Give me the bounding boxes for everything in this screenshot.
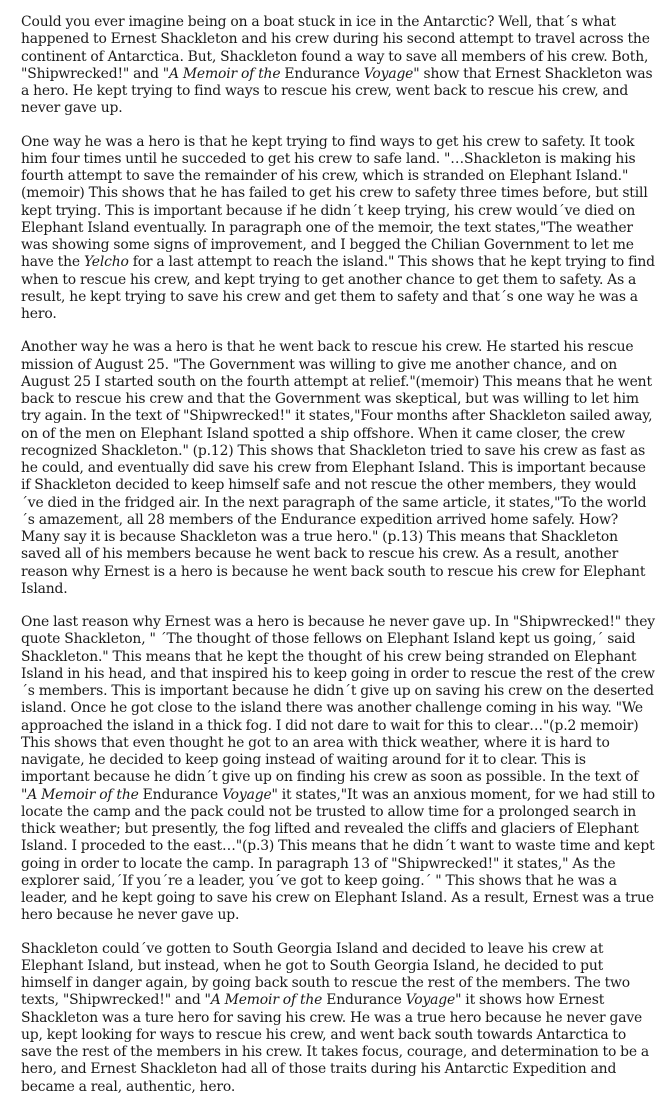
body-paragraph-2: Another way he was a hero is that he went back to rescue his crew. He started his rescue mission of August 25. "The Government was willing to give me another chance, and on August 25 I started south on the fourth attempt at relief."(memoir) This means that he went back to rescue his crew and that the Government was skeptical, but was willing to let him try again. In the text of "Shipwrecked!" it states,"Four months after Shackleton sailed away, on of the men on Elephant Island spotted a ship offshore. When it came closer, the crew recognized Shackleton." (p.12) This shows that Shackleton tried to save his crew as fast as he could, and eventually did save his crew from Elephant Island. This is important because if Shackleton decided to keep himself safe and not rescue the other members, they would´ve died in the fridged air. In the next paragraph of the same article, it states,"To the world´s amazement, all 28 members of the Endurance expedition arrived home safely. How? Many say it is because Shackleton was a true hero." (p.13) This means that Shackleton saved all of his members because he went back to rescue his crew. As a result, another reason why Ernest is a hero is because he went back south to rescue his crew for Elephant Island. [21,339,653,597]
title-italic: Voyage [405,992,456,1009]
conclusion-paragraph: Shackleton could´ve gotten to South Georgia Island and decided to leave his crew at Elephant Island, but instead, when he got to South Georgia Island, he decided to put himself in danger again, by going back south to rescue the rest of the members. The two texts, "Shipwrecked!" and "A Memoir of the Endurance Voyage" it shows how Ernest Shackleton was a ture hero for saving his crew. He was a true hero because he never gave up, kept looking for ways to rescue his crew, and went back south towards Antarctica to save the rest of the members in his crew. It takes focus, courage, and determination to be a hero, and Ernest Shackleton had all of those traits during his Antarctic Expedition and became a real, authentic, hero. [21,940,650,1095]
title-italic: A Memoir of the [210,992,323,1009]
body-paragraph-3: One last reason why Ernest was a hero is because he never gave up. In "Shipwrecked!" they quote Shackleton, " ´The thought of those fellows on Elephant Island kept us going,´ said Shackleton." This means that he kept the thought of his crew being stranded on Elephant Island in his head, and that inspired his to keep going in order to rescue the rest of the crew´s members. This is important because he didn´t give up on saving his crew on the deserted island. Once he got close to the island there was another challenge coming in his way. "We approached the island in a thick fog. I did not dare to wait for this to clear…"(p.2 memoir) This shows that even thought he got to an area with thick weather, where it is hard to navigate, he decided to keep going instead of waiting around for it to clear. This is important because he didn´t give up on finding his crew as soon as possible. In the text of "A Memoir of the Endurance Voyage" it states,"It was an anxious moment, for we had still to locate the camp and the pack could not be trusted to allow time for a prolonged search in thick weather; but presently, the fog lifted and revealed the cliffs and glaciers of Elephant Island. I proceded to the east…"(p.3) This means that he didn´t want to waste time and kept going in order to locate the camp. In paragraph 13 of "Shipwrecked!" it states," As the explorer said,´If you´re a leader, you´ve got to keep going.´ " This shows that he was a leader, and he kept going to save his crew on Elephant Island. As a result, Ernest was a true hero because he never gave up. [21,614,656,924]
ship-name-italic: Yelcho [83,254,129,271]
body-paragraph-1: One way he was a hero is that he kept trying to find ways to get his crew to safety. It took him four times until he succeded to get his crew to safe land. "…Shackleton is making his fourth attempt to save the remainder of his crew, which is stranded on Elephant Island."(memoir) This shows that he has failed to get his crew to safety three times before, but still kept trying. This is important because if he didn´t keep trying, his crew would´ve died on Elephant Island eventually. In paragraph one of the memoir, the text states,"The weather was showing some signs of improvement, and I begged the Chilian Government to let me have the Yelcho for a last attempt to reach the island." This shows that he kept trying to find when to rescue his crew, and kept trying to get another chance to get them to safety. As a result, he kept trying to save his crew and get them to safety and that´s one way he was a hero. [21,133,655,322]
title-italic: A Memoir of the [168,65,281,82]
title-italic: Voyage [363,65,414,82]
title-italic: A Memoir of the [27,786,139,803]
title-italic: Voyage [222,786,272,803]
intro-paragraph: Could you ever imagine being on a boat stuck in ice in the Antarctic? Well, that´s what happened to Ernest Shackleton and his crew during his second attempt to travel across the continent of Antarctica. But, Shackleton found a way to save all members of his crew. Both, "Shipwrecked!" and "A Memoir of the Endurance Voyage" show that Ernest Shackleton was a hero. He kept trying to find ways to rescue his crew, went back to rescue his crew, and never gave up. [21,14,653,117]
